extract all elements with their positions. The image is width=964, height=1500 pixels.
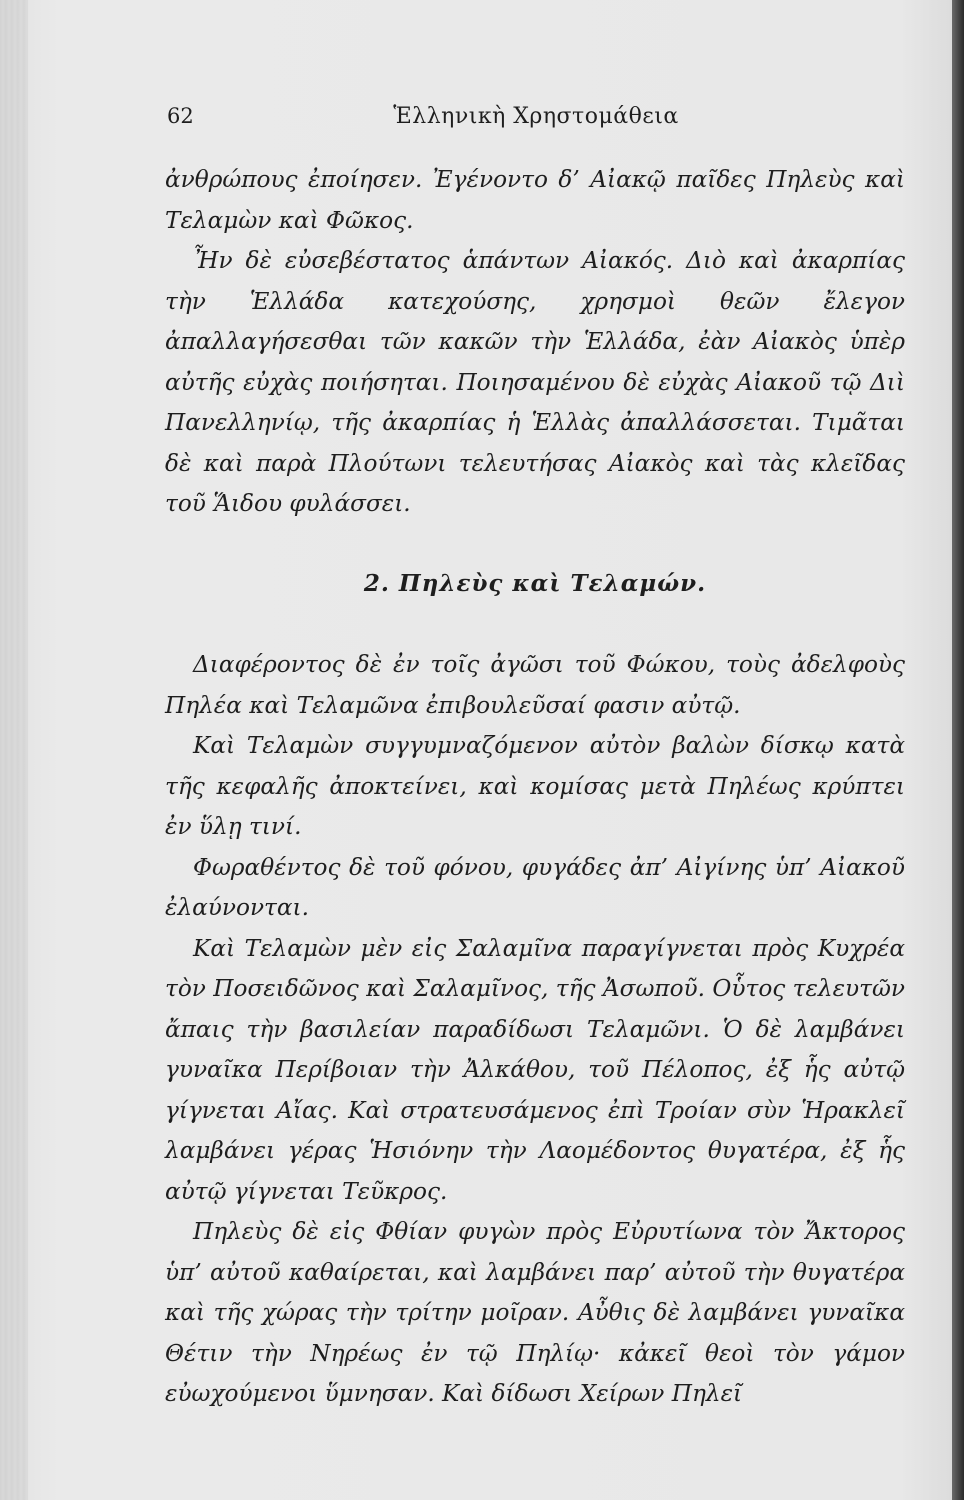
- paragraph: Πηλεὺς δὲ εἰς Φθίαν φυγὼν πρὸς Εὐρυτίωνα τὸν Ἄκτορος ὑπ’ αὐτοῦ καθαίρεται, καὶ λαμβάνει παρ’ αὐτοῦ τὴν θυγατέρα καὶ τῆς χώρας τὴν τρίτην μοῖραν. Αὖθις δὲ λαμβάνει γυναῖκα Θέτιν τὴν Νηρέως ἐν τῷ Πηλίῳ· κἀκεῖ θεοὶ τὸν γάμον εὐωχούμενοι ὕμνησαν. Καὶ δίδωσι Χείρων Πηλεῖ: [165, 1218, 905, 1407]
- text-block-bottom: [165, 645, 905, 1415]
- page-header: [167, 104, 905, 140]
- page-stack-edge: [0, 0, 28, 1500]
- text-block-top: [165, 160, 905, 525]
- scan-dark-edge: [952, 0, 964, 1500]
- paragraph: Καὶ Τελαμὼν μὲν εἰς Σαλαμῖνα παραγίγνεται πρὸς Κυχρέα τὸν Ποσειδῶνος καὶ Σαλαμῖνος, τῆς Ἀσωποῦ. Οὗτος τελευτῶν ἄπαις τὴν βασιλείαν παραδίδωσι Τελαμῶνι. Ὁ δὲ λαμβάνει γυναῖκα Περίβοιαν τὴν Ἀλκάθου, τοῦ Πέλοπος, ἐξ ἧς αὐτῷ γίγνεται Αἴας. Καὶ στρατευσάμενος ἐπὶ Τροίαν σὺν Ἡρακλεῖ λαμβάνει γέρας Ἡσιόνην τὴν Λαομέδοντος θυγατέρα, ἐξ ἧς αὐτῷ γίγνεται Τεῦκρος.: [165, 934, 905, 1205]
- running-title: Ἑλληνικὴ Χρηστομάθεια: [393, 104, 679, 129]
- paragraph: Διαφέροντος δὲ ἐν τοῖς ἀγῶσι τοῦ Φώκου, τοὺς ἀδελφοὺς Πηλέα καὶ Τελαμῶνα ἐπιβουλεῦσαί φασιν αὐτῷ.: [165, 651, 905, 719]
- paragraph: Ἦν δὲ εὐσεβέστατος ἁπάντων Αἰακός. Διὸ καὶ ἀκαρπίας τὴν Ἑλλάδα κατεχούσης, χρησμοὶ θεῶν ἔλεγον ἀπαλλαγήσεσθαι τῶν κακῶν τὴν Ἑλλάδα, ἐὰν Αἰακὸς ὑπὲρ αὐτῆς εὐχὰς ποιήσηται. Ποιησαμένου δὲ εὐχὰς Αἰακοῦ τῷ Διὶ Πανελληνίῳ, τῆς ἀκαρπίας ἡ Ἑλλὰς ἀπαλλάσσεται. Τιμᾶται δὲ καὶ παρὰ Πλούτωνι τελευτήσας Αἰακὸς καὶ τὰς κλεῖδας τοῦ Ἅιδου φυλάσσει.: [165, 247, 905, 517]
- section-heading: 2. Πηλεὺς καὶ Τελαμών.: [363, 570, 707, 597]
- paragraph: Καὶ Τελαμὼν συγγυμναζόμενον αὐτὸν βαλὼν δίσκῳ κατὰ τῆς κεφαλῆς ἀποκτείνει, καὶ κομίσας μετὰ Πηλέως κρύπτει ἐν ὕλῃ τινί.: [165, 732, 905, 840]
- page-number: 62: [167, 104, 194, 128]
- paragraph: ἀνθρώπους ἐποίησεν. Ἐγένοντο δ’ Αἰακῷ παῖδες Πηλεὺς καὶ Τελαμὼν καὶ Φῶκος.: [165, 166, 905, 234]
- paragraph: Φωραθέντος δὲ τοῦ φόνου, φυγάδες ἀπ’ Αἰγίνης ὑπ’ Αἰακοῦ ἐλαύνονται.: [165, 853, 905, 921]
